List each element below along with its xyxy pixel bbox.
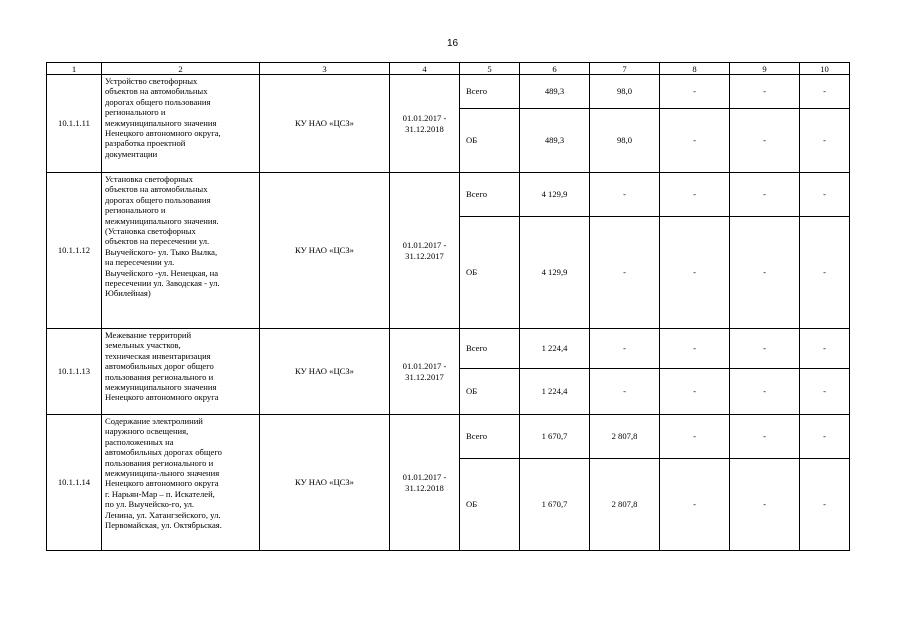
- value-cell: 1 670,7: [520, 459, 590, 551]
- description-line: межмуниципального значения: [105, 382, 217, 393]
- value-cell: -: [590, 173, 660, 217]
- col-header: 4: [390, 63, 460, 75]
- value-cell: -: [660, 415, 730, 459]
- value-cell: -: [800, 415, 850, 459]
- table-row: [47, 75, 850, 109]
- item-code: 10.1.1.14: [47, 415, 102, 551]
- value-cell: -: [660, 173, 730, 217]
- table-row: [47, 173, 850, 217]
- description-line: пересечении ул. Заводская - ул.: [105, 278, 220, 289]
- value-cell: -: [660, 75, 730, 109]
- value-cell: -: [660, 329, 730, 369]
- col-header: 2: [102, 63, 260, 75]
- value-cell: 1 224,4: [520, 329, 590, 369]
- description-line: регионального и: [105, 107, 166, 118]
- col-header: 9: [730, 63, 800, 75]
- item-code: 10.1.1.13: [47, 329, 102, 415]
- description-line: межмуниципального значения: [105, 117, 217, 128]
- period: 01.01.2017 - 31.12.2018: [390, 415, 460, 551]
- value-cell: 98,0: [590, 109, 660, 173]
- description-line: межмуниципального значения.: [105, 215, 219, 226]
- value-cell: -: [800, 369, 850, 415]
- description-line: объектов на автомобильных: [105, 184, 208, 195]
- description-line: регионального и: [105, 205, 166, 216]
- value-cell: -: [730, 75, 800, 109]
- col-header: 10: [800, 63, 850, 75]
- col-header: 7: [590, 63, 660, 75]
- value-cell: -: [730, 329, 800, 369]
- item-description: [102, 329, 260, 415]
- description-line: автомобильных дорогах общего: [105, 447, 222, 458]
- value-cell: -: [730, 459, 800, 551]
- value-cell: -: [730, 415, 800, 459]
- value-cell: -: [800, 459, 850, 551]
- description-line: (Установка светофорных: [105, 226, 196, 237]
- value-cell: -: [730, 109, 800, 173]
- value-cell: -: [660, 109, 730, 173]
- col-header: 3: [260, 63, 390, 75]
- value-cell: -: [660, 369, 730, 415]
- value-cell: -: [730, 217, 800, 329]
- value-cell: -: [590, 369, 660, 415]
- item-description: [102, 75, 260, 173]
- value-cell: 4 129,9: [520, 217, 590, 329]
- funding-source: Всего: [460, 75, 520, 109]
- page-number: 16: [446, 38, 459, 49]
- description-line: техническая инвентаризация: [105, 350, 211, 361]
- description-line: объектов на автомобильных: [105, 86, 208, 97]
- table-row: [47, 329, 850, 369]
- value-cell: 489,3: [520, 75, 590, 109]
- description-line: по ул. Выучейско-го, ул.: [105, 499, 195, 510]
- value-cell: -: [800, 75, 850, 109]
- item-description: [102, 415, 260, 551]
- funding-source: ОБ: [460, 369, 520, 415]
- description-line: Первомайская, ул. Октябрьская.: [105, 520, 222, 531]
- description-line: Ненецкого автономного округа,: [105, 128, 221, 139]
- description-line: наружного освещения,: [105, 426, 189, 437]
- item-description: [102, 173, 260, 329]
- description-line: дорогах общего пользования: [105, 194, 211, 205]
- value-cell: 2 807,8: [590, 459, 660, 551]
- item-code: 10.1.1.11: [47, 75, 102, 173]
- executor: КУ НАО «ЦСЗ»: [260, 329, 390, 415]
- description-line: пользования регионального и: [105, 457, 214, 468]
- col-header: 5: [460, 63, 520, 75]
- col-header: 8: [660, 63, 730, 75]
- value-cell: -: [800, 173, 850, 217]
- description-line: объектов на пересечении ул.: [105, 236, 210, 247]
- funding-source: Всего: [460, 173, 520, 217]
- description-line: дорогах общего пользования: [105, 96, 211, 107]
- description-line: Юбилейная): [105, 288, 151, 299]
- description-line: Установка светофорных: [105, 174, 193, 184]
- funding-source: Всего: [460, 329, 520, 369]
- period: 01.01.2017 - 31.12.2017: [390, 173, 460, 329]
- description-line: разработка проектной: [105, 138, 186, 149]
- value-cell: -: [800, 109, 850, 173]
- executor: КУ НАО «ЦСЗ»: [260, 173, 390, 329]
- description-line: Выучейского- ул. Тыко Вылка,: [105, 246, 218, 257]
- description-line: автомобильных дорог общего: [105, 361, 214, 372]
- col-header: 1: [47, 63, 102, 75]
- value-cell: -: [730, 369, 800, 415]
- col-header: 6: [520, 63, 590, 75]
- table-row: [47, 415, 850, 459]
- description-line: Выучейского -ул. Ненецкая, на: [105, 267, 219, 278]
- funding-source: ОБ: [460, 459, 520, 551]
- executor: КУ НАО «ЦСЗ»: [260, 75, 390, 173]
- description-line: земельных участков,: [105, 340, 181, 351]
- period: 01.01.2017 - 31.12.2018: [390, 75, 460, 173]
- value-cell: 2 807,8: [590, 415, 660, 459]
- value-cell: -: [660, 217, 730, 329]
- program-table: [46, 62, 850, 551]
- value-cell: -: [800, 217, 850, 329]
- funding-source: Всего: [460, 415, 520, 459]
- value-cell: 1 224,4: [520, 369, 590, 415]
- value-cell: 489,3: [520, 109, 590, 173]
- value-cell: -: [590, 217, 660, 329]
- description-line: Ненецкого автономного округа: [105, 392, 219, 403]
- period: 01.01.2017 - 31.12.2017: [390, 329, 460, 415]
- header-row: [47, 63, 850, 75]
- description-line: пользования регионального и: [105, 371, 214, 382]
- value-cell: -: [730, 173, 800, 217]
- item-code: 10.1.1.12: [47, 173, 102, 329]
- description-line: на пересечении ул.: [105, 257, 175, 268]
- description-line: Содержание электролиний: [105, 416, 203, 426]
- description-line: г. Нарьян-Мар – п. Искателей,: [105, 488, 215, 499]
- description-line: документации: [105, 148, 158, 159]
- description-line: Межевание территорий: [105, 330, 192, 340]
- description-line: расположенных на: [105, 436, 174, 447]
- description-line: Ленина, ул. Хатангзейского, ул.: [105, 509, 221, 520]
- value-cell: 98,0: [590, 75, 660, 109]
- description-line: Устройство светофорных: [105, 76, 198, 86]
- funding-source: ОБ: [460, 109, 520, 173]
- value-cell: 4 129,9: [520, 173, 590, 217]
- funding-source: ОБ: [460, 217, 520, 329]
- description-line: межмуниципа-льного значения: [105, 468, 220, 479]
- value-cell: -: [660, 459, 730, 551]
- executor: КУ НАО «ЦСЗ»: [260, 415, 390, 551]
- value-cell: -: [590, 329, 660, 369]
- description-line: Ненецкого автономного округа: [105, 478, 219, 489]
- value-cell: 1 670,7: [520, 415, 590, 459]
- value-cell: -: [800, 329, 850, 369]
